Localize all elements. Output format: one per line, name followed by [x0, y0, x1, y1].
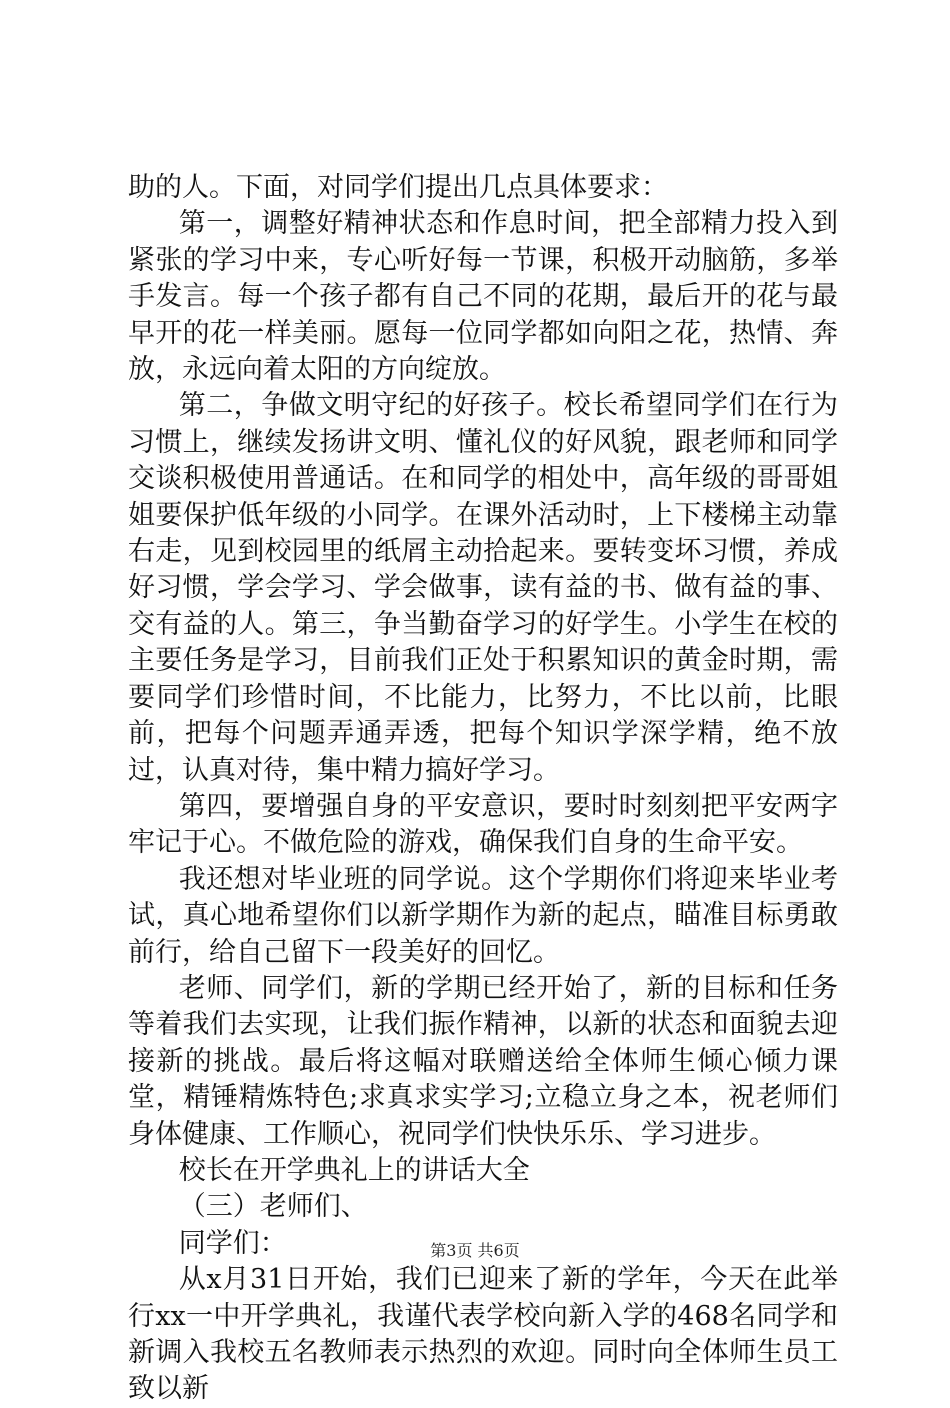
paragraph-8: （三）老师们、 [178, 1191, 368, 1223]
paragraph-1: 助的人。下面，对同学们提出几点具体要求： [128, 172, 668, 203]
paragraph-7-heading: 校长在开学典礼上的讲话大全 [178, 1154, 530, 1186]
paragraph-6: 老师、同学们，新的学期已经开始了，新的目标和任务等着我们去实现，让我们振作精神，以新的状态和面貌去迎接新的挑战。最后将这幅对联赠送给全体师生倾心倾力课堂，精锤精炼特色;求真求实学习;立稳立身之本，祝老师们身体健康、工作顺心，祝同学们快快乐乐、学习进步。 [128, 972, 838, 1150]
paragraph-10: 从x月31日开始，我们已迎来了新的学年，今天在此举行xx一中开学典礼，我谨代表学校向新入学的468名同学和新调入我校五名教师表示热烈的欢迎。同时向全体师生员工致以新 [128, 1264, 838, 1405]
document-body [128, 170, 838, 1408]
paragraph-2: 第一，调整好精神状态和作息时间，把全部精力投入到紧张的学习中来，专心听好每一节课，积极开动脑筋，多举手发言。每一个孩子都有自己不同的花期，最后开的花与最早开的花一样美丽。愿每一位同学都如向阳之花，热情、奔放，永远向着太阳的方向绽放。 [128, 208, 838, 386]
paragraph-5: 我还想对毕业班的同学说。这个学期你们将迎来毕业考试，真心地希望你们以新学期作为新的起点，瞄准目标勇敢前行，给自己留下一段美好的回忆。 [128, 863, 838, 968]
page-footer: 第3页 共6页 [430, 1241, 520, 1260]
paragraph-3: 第二，争做文明守纪的好孩子。校长希望同学们在行为习惯上，继续发扬讲文明、懂礼仪的好风貌，跟老师和同学交谈积极使用普通话。在和同学的相处中，高年级的哥哥姐姐要保护低年级的小同学。在课外活动时，上下楼梯主动靠右走，见到校园里的纸屑主动拾起来。要转变坏习惯，养成好习惯，学会学习、学会做事，读有益的书、做有益的事、交有益的人。第三，争当勤奋学习的好学生。小学生在校的主要任务是学习，目前我们正处于积累知识的黄金时期，需要同学们珍惜时间，不比能力，比努力，不比以前，比眼前，把每个问题弄通弄透，把每个知识学深学精，绝不放过，认真对待，集中精力搞好学习。 [128, 390, 838, 786]
paragraph-4: 第四，要增强自身的平安意识，要时时刻刻把平安两字牢记于心。不做危险的游戏，确保我们自身的生命平安。 [128, 790, 838, 859]
paragraph-9-salutation: 同学们： [178, 1227, 287, 1259]
